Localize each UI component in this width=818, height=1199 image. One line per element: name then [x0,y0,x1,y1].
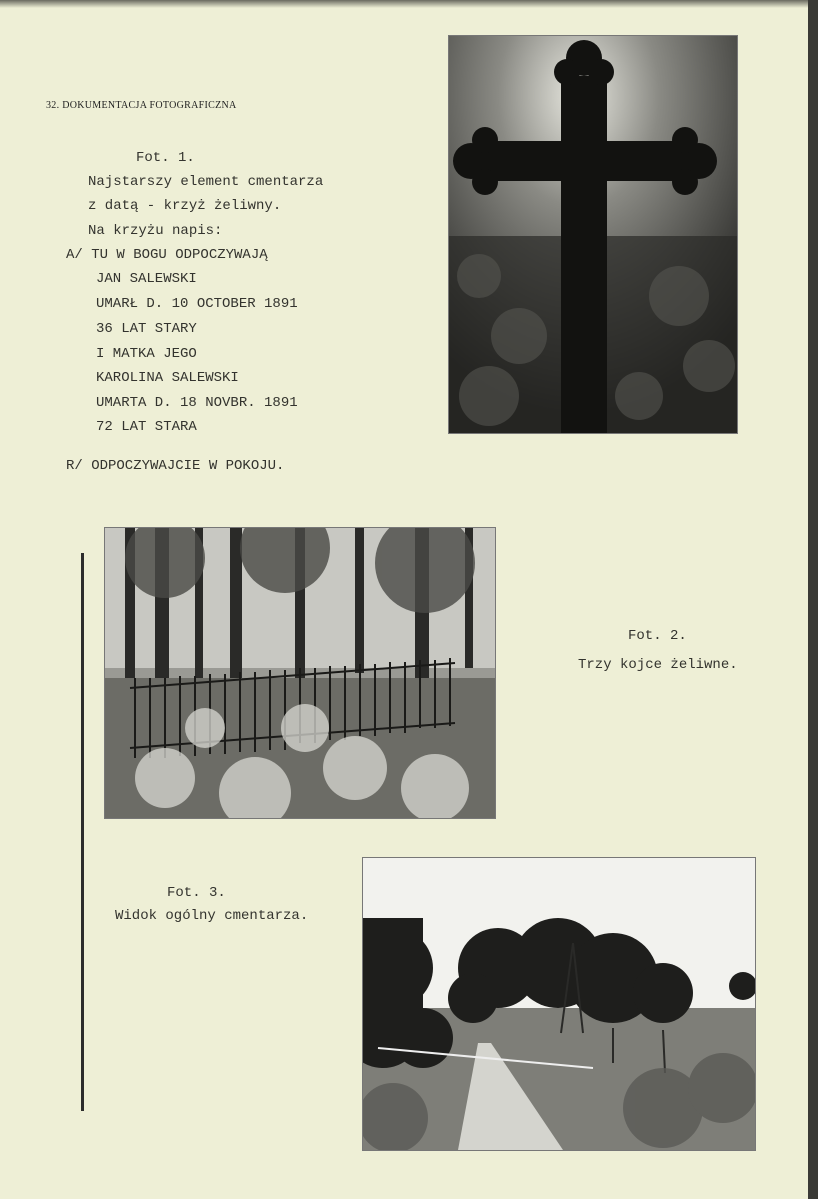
inscription-line: UMARTA D. 18 NOVBR. 1891 [96,395,298,411]
inscription-line: JAN SALEWSKI [96,271,197,287]
photo-general-view [362,857,756,1151]
photo-iron-fences [104,527,496,819]
page-edge [0,0,818,8]
page-edge [808,0,818,1199]
caption-fot1-line: z datą - krzyż żeliwny. [88,198,282,214]
caption-fot3-title: Fot. 3. [167,885,226,901]
caption-fot3-line: Widok ogólny cmentarza. [115,908,309,924]
caption-fot1-line: Na krzyżu napis: [88,223,223,239]
page-header: 32. DOKUMENTACJA FOTOGRAFICZNA [46,100,237,111]
caption-fot2-line: Trzy kojce żeliwne. [578,657,738,673]
caption-fot1-line: Najstarszy element cmentarza [88,174,324,190]
inscription-line: KAROLINA SALEWSKI [96,370,239,386]
inscription-line: A/ TU W BOGU ODPOCZYWAJĄ [66,247,268,263]
caption-fot1-title: Fot. 1. [136,150,195,166]
inscription-line: 36 LAT STARY [96,321,197,337]
inscription-line: UMARŁ D. 10 OCTOBER 1891 [96,296,298,312]
inscription-line: I MATKA JEGO [96,346,197,362]
margin-rule [81,553,84,1111]
inscription-line: 72 LAT STARA [96,419,197,435]
inscription-line: R/ ODPOCZYWAJCIE W POKOJU. [66,458,285,474]
photo-cross [448,35,738,434]
caption-fot2-title: Fot. 2. [628,628,687,644]
